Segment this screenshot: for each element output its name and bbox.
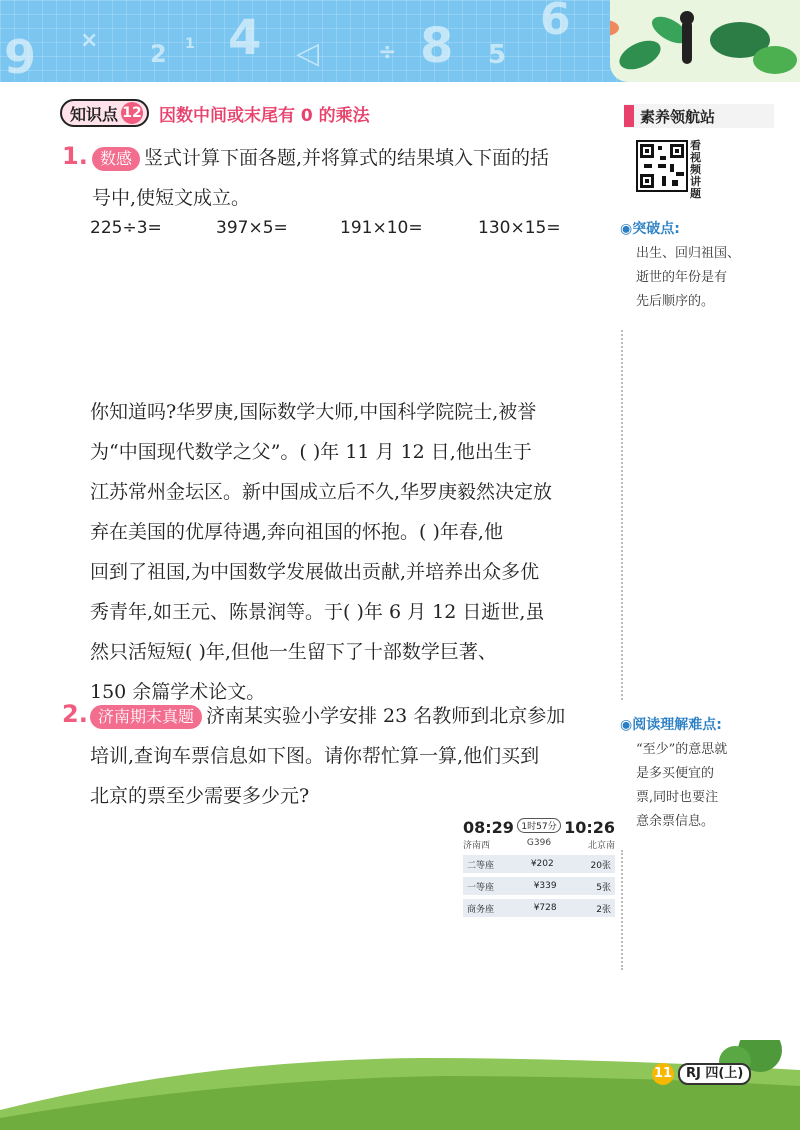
page-footer xyxy=(652,1063,751,1085)
sidebar-heading-text: 素养领航站 xyxy=(640,107,716,126)
note-line: “至少”的意思就 xyxy=(636,742,728,757)
divider xyxy=(621,850,625,970)
calc-item: 130×15= xyxy=(478,218,561,238)
seat-class: 二等座 xyxy=(467,860,495,871)
story-line: 秀青年,如王元、陈景润等。于( )年 6 月 12 日逝世,虽 xyxy=(90,601,545,623)
arrive-station: 北京南 xyxy=(587,841,615,851)
seat-price: ¥728 xyxy=(533,903,557,913)
plant-illustration xyxy=(610,0,800,82)
deco-digit: 9 xyxy=(4,30,37,84)
seats-left: 5张 xyxy=(596,882,611,893)
note-breakthrough-title: ◉突破点: xyxy=(620,221,680,237)
question-1-prompt xyxy=(92,138,622,218)
seats-left: 20张 xyxy=(590,860,611,871)
question-2-prompt xyxy=(90,696,620,816)
qr-code[interactable] xyxy=(636,140,688,192)
note-line: 逝世的年份是有 xyxy=(636,270,728,285)
sidebar-heading xyxy=(624,104,774,128)
page-number: 11 xyxy=(652,1063,674,1085)
seat-price: ¥202 xyxy=(530,859,554,869)
deco-digit: 6 xyxy=(540,0,571,45)
calc-item: 225÷3= xyxy=(90,218,162,238)
deco-symbol: ÷ xyxy=(378,40,397,65)
note-breakthrough-body xyxy=(636,242,740,314)
note-line: 是多买便宜的 xyxy=(636,766,715,781)
note-reading-body xyxy=(636,738,727,834)
leaf-icon xyxy=(610,0,800,82)
story-line: 为“中国现代数学之父”。( )年 11 月 12 日,他出生于 xyxy=(90,441,532,463)
note-line: 票,同时也要注 xyxy=(636,790,719,805)
qr-code-icon xyxy=(638,142,686,190)
note-reading-title: ◉阅读理解难点: xyxy=(620,717,722,733)
train-ticket-info xyxy=(463,818,615,917)
seat-row xyxy=(463,899,615,917)
section-heading: 因数中间或末尾有 0 的乘法 xyxy=(159,105,370,126)
seats-left: 2张 xyxy=(596,904,611,915)
seat-class: 商务座 xyxy=(467,904,495,915)
train-number: G396 xyxy=(526,838,552,848)
deco-triangle: ◁ xyxy=(296,36,320,71)
arrive-time: 10:26 xyxy=(564,818,615,837)
deco-symbol: × xyxy=(80,28,99,53)
calc-item: 191×10= xyxy=(340,218,423,238)
deco-digit: 4 xyxy=(228,10,262,66)
story-passage xyxy=(90,392,620,712)
qr-caption: 看视频讲题 xyxy=(690,139,701,200)
note-line: 意余票信息。 xyxy=(636,814,715,829)
trip-duration: 1时57分 xyxy=(517,818,560,833)
question-1-number: 1. xyxy=(62,142,88,170)
story-line: 回到了祖国,为中国数学发展做出贡献,并培养出众多优 xyxy=(90,561,540,583)
lighthouse-icon xyxy=(624,105,634,127)
story-line: 你知道吗?华罗庚,国际数学大师,中国科学院院士,被誉 xyxy=(90,401,537,423)
deco-digit: 1 xyxy=(185,36,195,52)
note-line: 出生、回归祖国、 xyxy=(636,246,741,261)
prompt-line: 培训,查询车票信息如下图。请你帮忙算一算,他们买到 xyxy=(90,745,540,767)
seat-price: ¥339 xyxy=(533,881,557,891)
deco-digit: 5 xyxy=(488,40,507,70)
knowledge-point-badge xyxy=(60,99,149,127)
story-line: 150 余篇学术论文。 xyxy=(90,681,266,703)
footer-hill xyxy=(0,1040,800,1130)
deco-digit: 2 xyxy=(150,40,167,68)
book-label: RJ 四(上) xyxy=(678,1063,751,1085)
prompt-line: 北京的票至少需要多少元? xyxy=(90,785,310,807)
prompt-line: 号中,使短文成立。 xyxy=(92,187,251,209)
calc-item: 397×5= xyxy=(216,218,288,238)
seat-class: 一等座 xyxy=(467,882,495,893)
section-title xyxy=(60,98,370,128)
knowledge-point-label: 知识点 xyxy=(70,104,119,124)
knowledge-point-number: 12 xyxy=(121,102,143,124)
number-sense-tag: 数感 xyxy=(92,147,140,171)
seat-row xyxy=(463,877,615,895)
prompt-line: 济南某实验小学安排 23 名教师到北京参加 xyxy=(206,705,566,727)
question-2-number: 2. xyxy=(62,700,88,728)
story-line: 然只活短短( )年,但他一生留下了十部数学巨著、 xyxy=(90,641,497,663)
story-line: 弃在美国的优厚待遇,奔向祖国的怀抱。( )年春,他 xyxy=(90,521,503,543)
story-line: 江苏常州金坛区。新中国成立后不久,华罗庚毅然决定放 xyxy=(90,481,553,503)
divider xyxy=(621,330,625,700)
deco-digit: 8 xyxy=(420,18,454,74)
depart-station: 济南西 xyxy=(463,841,491,851)
note-line: 先后顺序的。 xyxy=(636,294,715,309)
prompt-line: 竖式计算下面各题,并将算式的结果填入下面的括 xyxy=(144,147,550,169)
exam-source-tag: 济南期末真题 xyxy=(90,705,202,729)
seat-row xyxy=(463,855,615,873)
depart-time: 08:29 xyxy=(463,818,514,837)
